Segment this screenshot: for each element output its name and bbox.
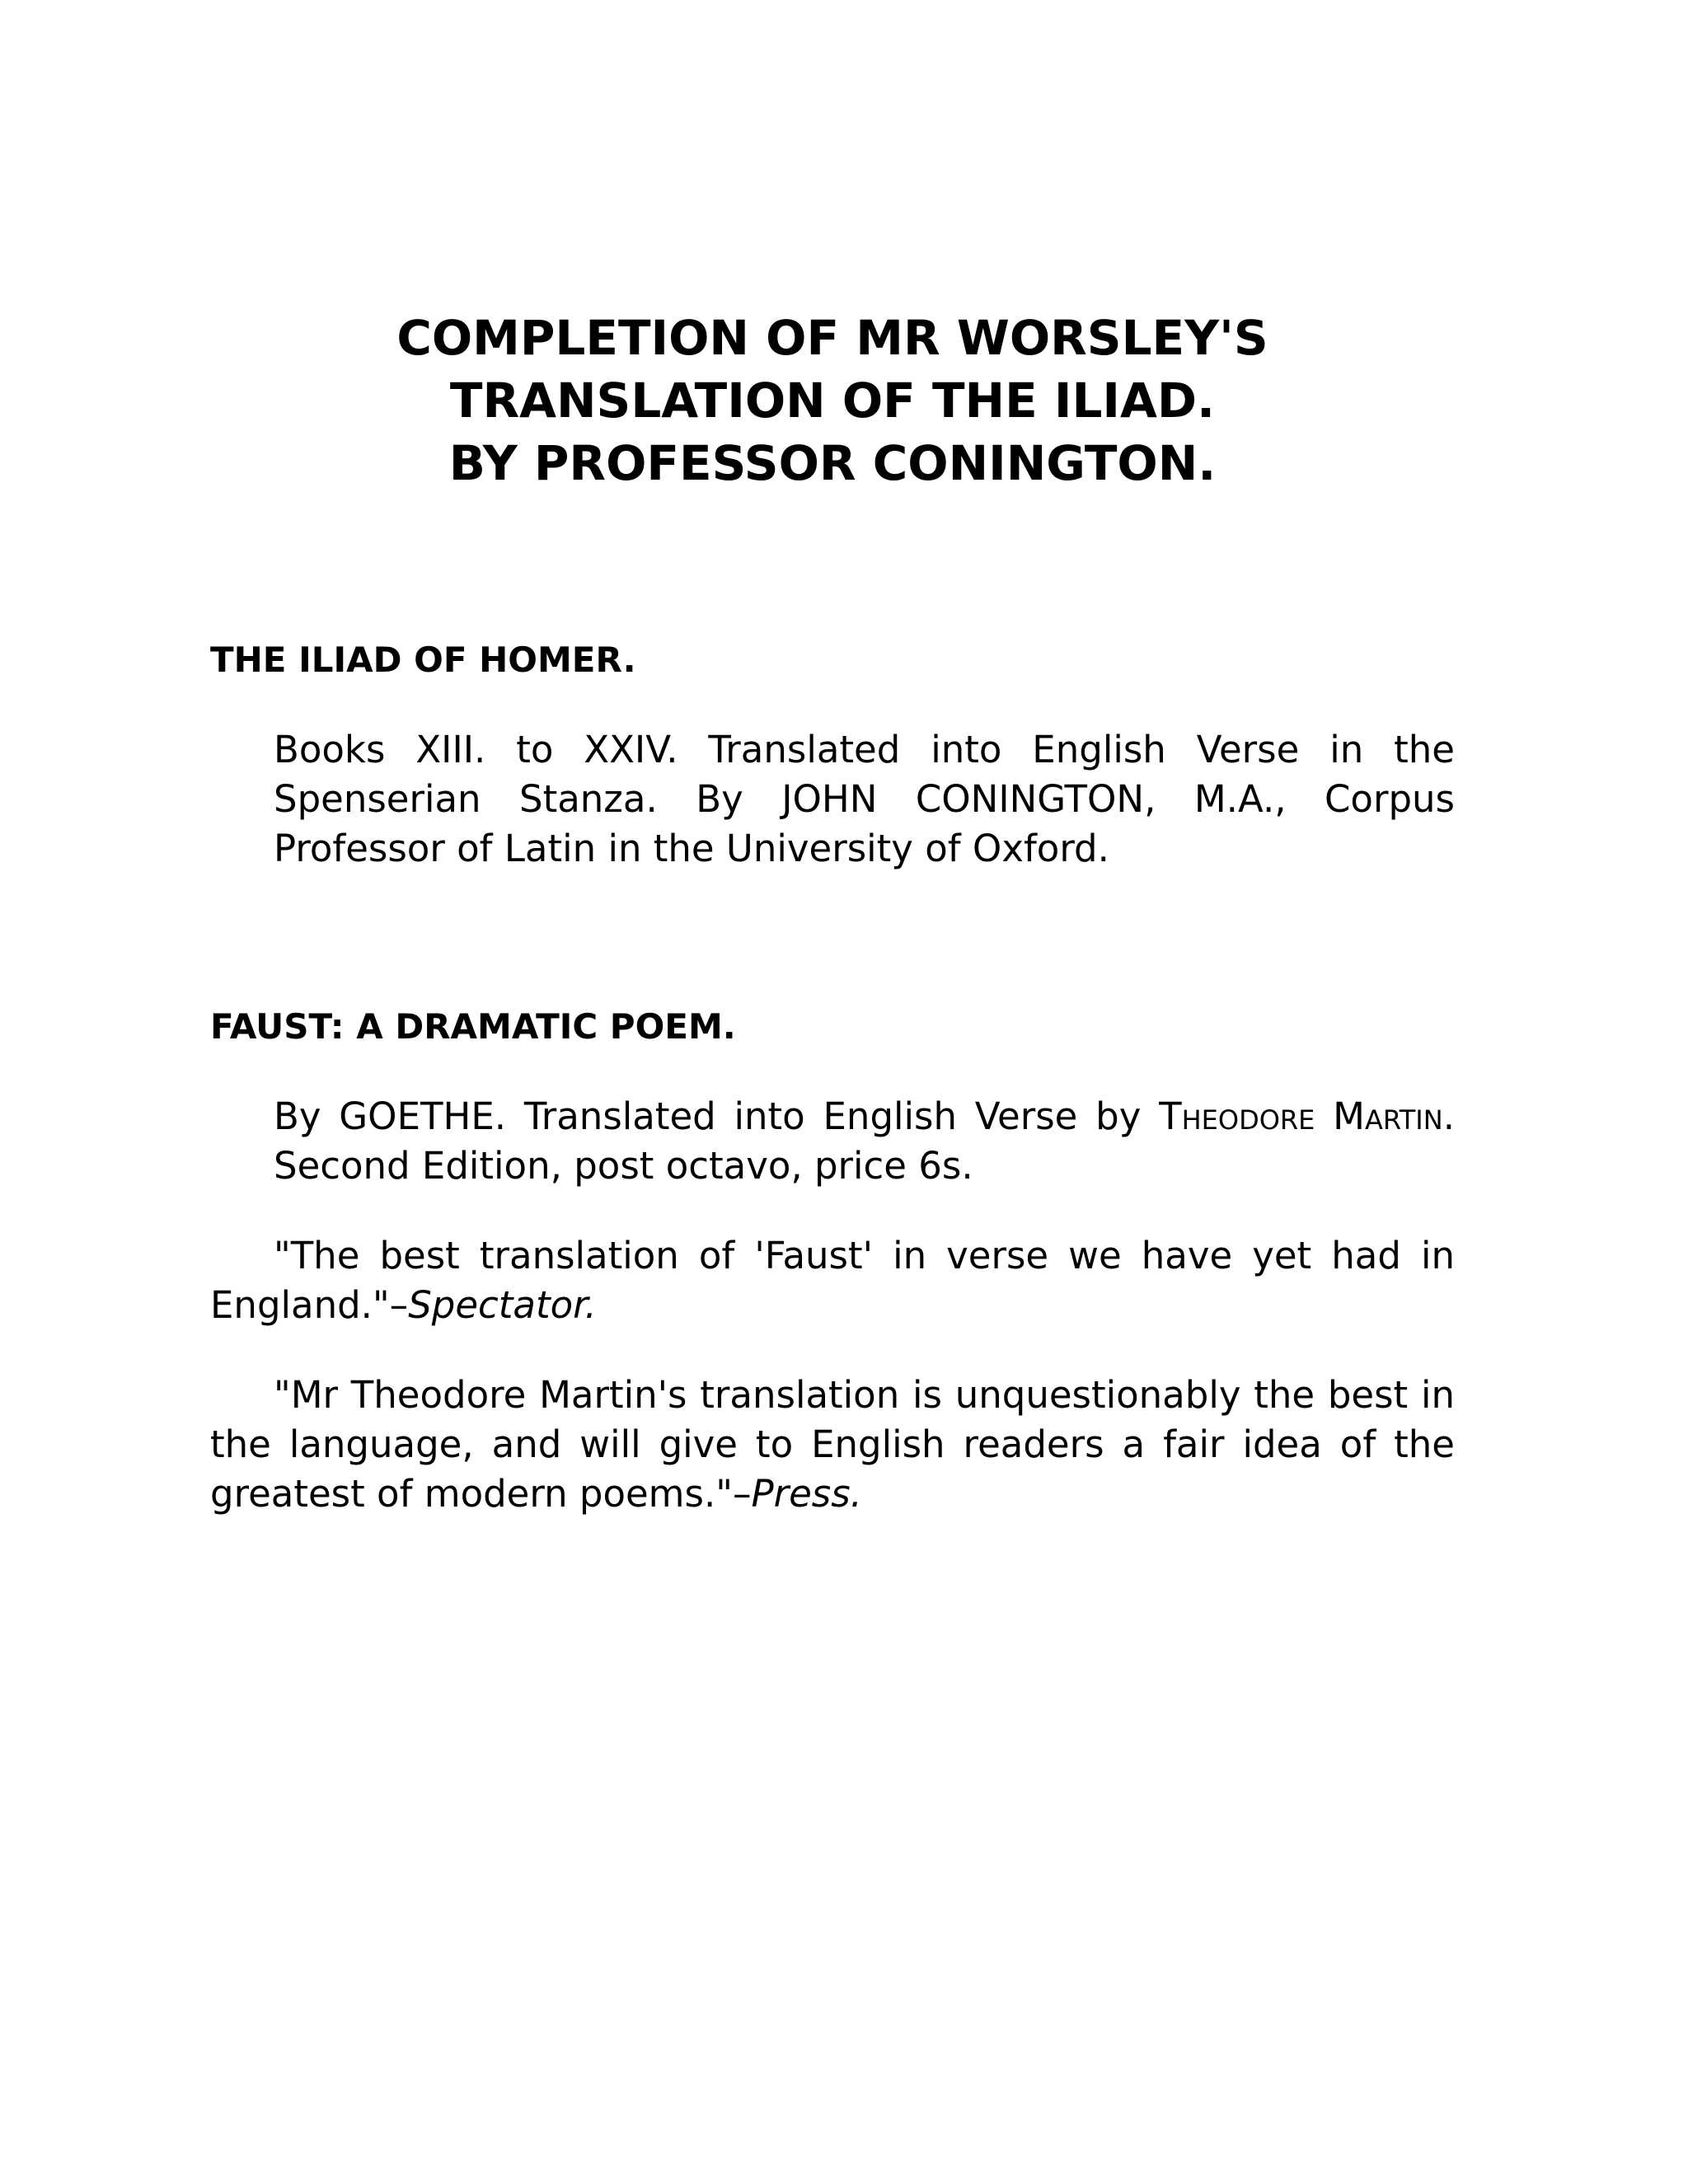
faust-description [274,1092,1455,1191]
quote-text: "The best translation of 'Faust' in verse we have yet had in England."– [210,1234,1455,1327]
iliad-description: Books XIII. to XXIV. Translated into English Verse in the Spenserian Stanza. By JOHN CONINGTON, M.A., Corpus Professor of Latin in the University of Oxford. [274,728,1455,870]
title-line-3: BY PROFESSOR CONINGTON. [448,435,1217,491]
translator-name: Theodore Martin [1159,1094,1443,1138]
section-heading-iliad: THE ILIAD OF HOMER. [210,640,636,680]
quote-source: Spectator. [408,1283,597,1327]
quote-text: "Mr Theodore Martin's translation is unquestionably the best in the language, and will give to English readers a fair idea of the greatest of modern poems."– [210,1373,1455,1516]
page-title [210,307,1455,494]
title-line-2: TRANSLATION OF THE ILIAD. [449,373,1216,429]
quote-source: Press. [751,1472,862,1516]
review-quote-press [210,1371,1455,1519]
section-heading-faust: FAUST: A DRAMATIC POEM. [210,1006,736,1047]
faust-description-after: . Second Edition, post octavo, price 6s. [274,1094,1455,1188]
title-line-1: COMPLETION OF MR WORSLEY'S [396,310,1268,366]
faust-description-before: By GOETHE. Translated into English Verse by [274,1094,1160,1138]
review-quote-spectator [210,1231,1455,1330]
